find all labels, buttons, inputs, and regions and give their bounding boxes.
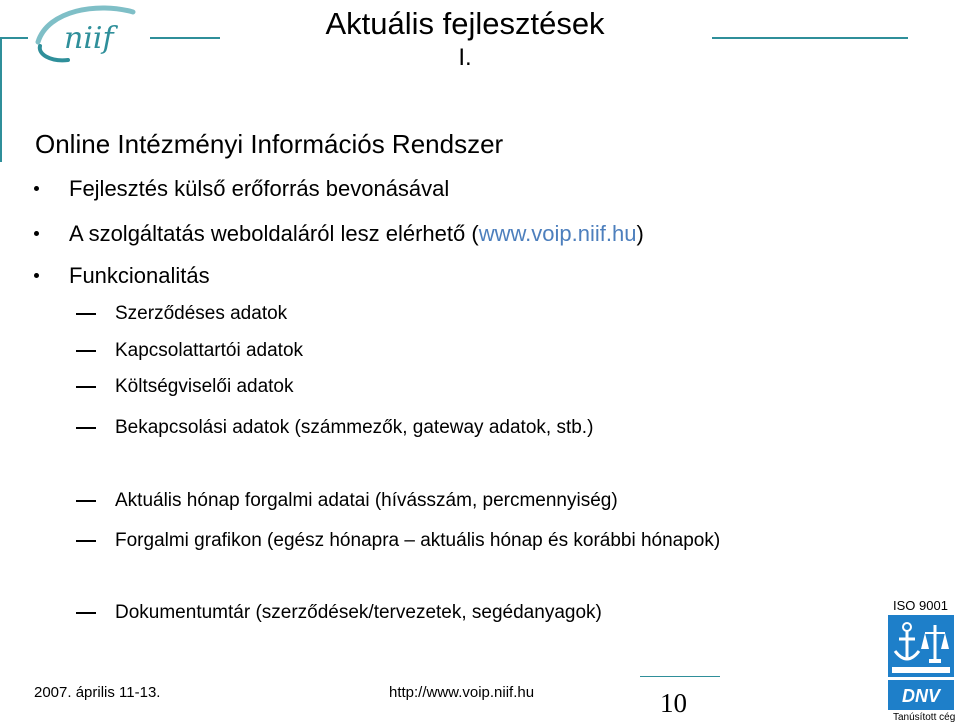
dnv-logo-icon xyxy=(888,680,954,710)
header-line-left-2 xyxy=(150,37,220,39)
header-vertical-line xyxy=(0,37,2,162)
header-line-left xyxy=(0,37,28,39)
section-heading: Online Intézményi Információs Rendszer xyxy=(35,129,504,159)
bullet-text: Fejlesztés külső erőforrás bevonásával xyxy=(69,176,450,201)
niif-logo-icon xyxy=(28,2,148,68)
sub-item-text: Dokumentumtár (szerződések/tervezetek, segédanyagok) xyxy=(115,602,602,623)
slide-title: Aktuális fejlesztések xyxy=(325,6,605,41)
bullet-dot-icon xyxy=(34,186,39,191)
bullet-text: Funkcionalitás xyxy=(69,263,210,288)
dash-icon xyxy=(76,540,96,542)
iso-certification-icon xyxy=(888,615,954,677)
certified-label: Tanúsított cég xyxy=(893,712,956,723)
service-link[interactable]: www.voip.niif.hu xyxy=(478,221,637,246)
footer-url[interactable]: http://www.voip.niif.hu xyxy=(389,684,535,701)
bullet-text-after: ) xyxy=(636,221,644,246)
dash-icon xyxy=(76,386,96,388)
bullet-dot-icon xyxy=(34,231,39,236)
dash-icon xyxy=(76,350,96,352)
dash-icon xyxy=(76,427,96,429)
sub-item-text: Forgalmi grafikon (egész hónapra – aktuális hónap és korábbi hónapok) xyxy=(115,530,721,551)
dash-icon xyxy=(76,313,96,315)
header-line-right xyxy=(712,37,908,39)
sub-item-text: Kapcsolattartói adatok xyxy=(115,340,304,361)
iso-label: ISO 9001 xyxy=(893,598,948,613)
dnv-logo-text: DNV xyxy=(901,686,941,706)
page-number: 10 xyxy=(660,688,687,718)
footer-date: 2007. április 11-13. xyxy=(34,684,161,701)
dash-icon xyxy=(76,612,96,614)
slide-subtitle: I. xyxy=(458,44,472,71)
sub-item-text: Aktuális hónap forgalmi adatai (hívásszám, percmennyiség) xyxy=(115,490,618,511)
sub-item-text: Szerződéses adatok xyxy=(115,303,288,324)
sub-item-text: Költségviselői adatok xyxy=(115,376,294,397)
dash-icon xyxy=(76,500,96,502)
svg-text:niif: niif xyxy=(64,21,114,56)
bullet-dot-icon xyxy=(34,273,39,278)
page-number-line xyxy=(640,676,720,677)
bullet-text: A szolgáltatás weboldaláról lesz elérhető ( xyxy=(69,221,479,246)
sub-item-text: Bekapcsolási adatok (számmezők, gateway adatok, stb.) xyxy=(115,417,594,438)
